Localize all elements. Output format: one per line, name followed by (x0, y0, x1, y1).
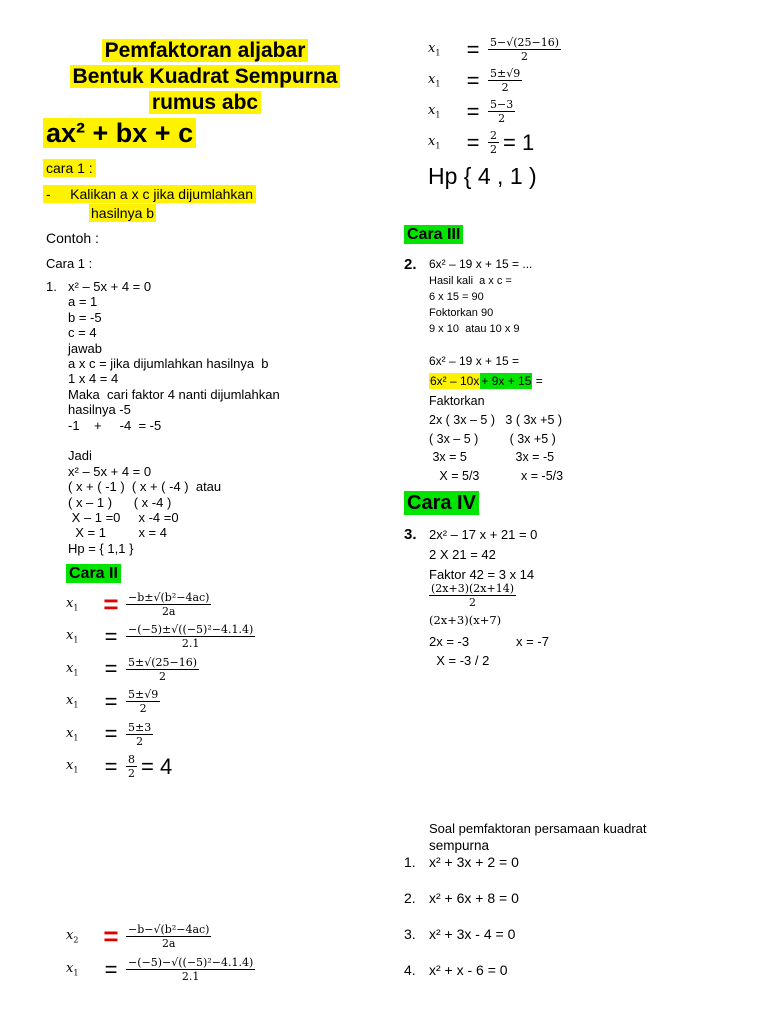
fraction-denominator: 2.1 (181, 970, 200, 983)
example-2-lines (429, 273, 520, 337)
cara2-label: Cara II (66, 564, 121, 583)
fraction-numerator: −b±√(b²−4ac) (128, 590, 210, 604)
x-subscript: 1 (73, 733, 79, 743)
x-symbol: x (66, 961, 74, 977)
fraction-numerator: −(−5)±√((−5)²−4.1.4) (128, 623, 254, 637)
cara1-heading (43, 160, 96, 176)
fraction-denominator: 2 (139, 702, 147, 716)
fraction-denominator: 2 (159, 669, 167, 683)
fraction-numerator: 5−√(25−16) (490, 36, 560, 49)
fraction-numerator: −(−5)−√((−5)²−4.1.4) (128, 956, 254, 969)
eq2-end: = (535, 374, 543, 388)
x-variable (66, 928, 96, 945)
cara2-formula-row (66, 653, 255, 686)
x-symbol: x (428, 41, 436, 57)
fraction (126, 623, 255, 650)
title-block (40, 38, 370, 116)
cara4-heading (404, 492, 479, 515)
soal-item (404, 962, 519, 998)
cara2-formula-row (66, 621, 255, 654)
bullet-line-1: Kalikan a x c jika dijumlahkan (70, 186, 253, 202)
x-symbol: x (66, 660, 74, 676)
cara4-label: Cara IV (404, 491, 479, 515)
x-variable (66, 693, 96, 710)
cara2-formula-row (66, 718, 255, 751)
example-1-line: c = 4 (68, 325, 97, 341)
soal-item-number: 1. (404, 854, 416, 870)
example-1-line: X – 1 =0 x -4 =0 (68, 510, 179, 526)
soal-item (404, 854, 519, 890)
right-formula-row (428, 34, 561, 65)
example-1-line: x² – 5x + 4 = 0 (68, 463, 152, 479)
x-symbol: x (66, 595, 74, 611)
x-subscript: 1 (73, 603, 79, 613)
x-variable (66, 758, 96, 775)
x-variable (66, 661, 96, 678)
equals-sign: = (104, 753, 118, 779)
fraction-denominator: 2a (161, 604, 176, 618)
fraction-numerator: 2 (490, 129, 497, 142)
eq2-yellow-part: 6x² – 10x (430, 374, 480, 388)
example-2-after-line: 3x = 5 3x = -5 (429, 450, 555, 465)
example-1-line: x² – 5x + 4 = 0 (68, 279, 152, 294)
equals-sign: = (466, 98, 480, 124)
result-value: = 1 (503, 129, 535, 155)
example-1-line: ( x – 1 ) ( x -4 ) (68, 494, 172, 510)
general-form: ax² + bx + c (43, 118, 196, 148)
example-2-after-line: ( 3x – 5 ) ( 3x +5 ) (429, 431, 556, 446)
equals-sign: = (104, 721, 118, 747)
x-subscript: 1 (435, 110, 441, 120)
cara2-heading (66, 565, 121, 583)
x-subscript: 1 (73, 701, 79, 711)
fraction-denominator: 2 (498, 112, 506, 125)
fraction (126, 656, 199, 683)
example-3-head: 2x² – 17 x + 21 = 0 (429, 527, 538, 542)
equals-sign: = (103, 588, 119, 619)
x-symbol: x (66, 725, 74, 741)
example-3-solution-1: 2x = -3 x = -7 (429, 634, 549, 649)
x-symbol: x (66, 628, 74, 644)
x-variable (428, 41, 458, 58)
example-1-line: Hp = { 1,1 } (68, 540, 134, 556)
soal-item-equation: x² + 3x - 4 = 0 (429, 926, 516, 942)
example-2-eq1: 6x² – 19 x + 15 = (429, 354, 520, 368)
x-symbol: x (66, 693, 74, 709)
example-2-line: Foktorkan 90 (429, 307, 494, 319)
fraction-denominator: 2 (136, 734, 144, 748)
cara2-formula-block (66, 588, 255, 783)
example-3-product: (2x+3)(x+7) (429, 613, 502, 627)
x-variable (66, 628, 96, 645)
example-2-line: 6 x 15 = 90 (429, 291, 484, 303)
example-1-block (68, 279, 280, 556)
title-line-2: Bentuk Kuadrat Sempurna (70, 65, 341, 88)
title-line-1: Pemfaktoran aljabar (102, 39, 309, 62)
soal-item-number: 4. (404, 962, 416, 978)
example-1-line: hasilnya -5 (68, 402, 131, 418)
example-1-line: X = 1 x = 4 (68, 525, 167, 541)
cara1-small-label: Cara 1 : (46, 256, 93, 271)
fraction-numerator: 8 (128, 753, 135, 767)
title-line-3: rumus abc (149, 91, 261, 114)
x-variable (66, 961, 96, 978)
equals-sign: = (103, 921, 119, 951)
fraction (488, 129, 499, 156)
example-3-line: 2 X 21 = 42 (429, 547, 496, 562)
fraction-numerator: 5±√9 (490, 67, 521, 80)
equals-sign: = (104, 688, 118, 714)
hp-result: Hp { 4 , 1 ) (428, 163, 537, 189)
cara2-formula-row (66, 686, 255, 719)
x2-formula-block (66, 920, 255, 986)
example-2-head: 6x² – 19 x + 15 = ... (429, 257, 533, 271)
x-variable (428, 72, 458, 89)
equals-sign: = (466, 36, 480, 62)
x-subscript: 1 (435, 79, 441, 89)
x-subscript: 1 (73, 766, 79, 776)
example-3-line: Faktor 42 = 3 x 14 (429, 567, 535, 582)
x2-formula-row (66, 920, 255, 953)
fraction-numerator: 5−3 (490, 98, 514, 111)
fraction-denominator: 2 (501, 81, 509, 94)
example-1-line: ( x + ( -1 ) ( x + ( -4 ) atau (68, 479, 222, 495)
example-1-line (68, 433, 280, 448)
ex3-frac-den: 2 (469, 596, 476, 609)
x-subscript: 1 (73, 668, 79, 678)
x-variable (66, 596, 96, 613)
example-1-line: Jadi (68, 448, 92, 464)
example-2-line: 9 x 10 atau 10 x 9 (429, 323, 520, 335)
example-2-after (429, 392, 563, 486)
fraction-denominator: 2.1 (181, 637, 200, 651)
example-1-line: Maka cari faktor 4 nanti dijumlahkan (68, 386, 280, 402)
x-subscript: 2 (73, 935, 79, 945)
cara3-heading (404, 226, 463, 244)
fraction (488, 98, 515, 125)
soal-list (404, 854, 519, 998)
general-form-heading (43, 118, 196, 149)
example-3-solution-2: X = -3 / 2 (429, 653, 490, 668)
fraction (488, 67, 522, 94)
fraction-numerator: 5±√(25−16) (128, 655, 198, 669)
cara2-formula-row (66, 751, 255, 784)
right-formula-row (428, 65, 561, 96)
example-2-after-line: X = 5/3 x = -5/3 (429, 469, 564, 484)
contoh-label: Contoh : (46, 230, 99, 246)
soal-item-equation: x² + 3x + 2 = 0 (429, 854, 519, 870)
x-symbol: x (428, 134, 436, 150)
equals-sign: = (104, 623, 118, 649)
soal-item-equation: x² + x - 6 = 0 (429, 962, 508, 978)
example-2-number: 2. (404, 256, 417, 273)
example-2-eq2 (429, 374, 543, 388)
soal-line-2: sempurna (429, 838, 490, 853)
x-variable (428, 134, 458, 151)
x-variable (428, 103, 458, 120)
fraction-denominator: 2 (128, 767, 135, 781)
x-symbol: x (66, 758, 74, 774)
soal-item (404, 890, 519, 926)
example-3-lines (429, 545, 534, 585)
ex3-frac-num: (2x+3)(2x+14) (431, 582, 514, 595)
fraction (488, 36, 561, 63)
example-2-line: Hasil kali a x c = (429, 275, 512, 287)
right-formula-block (428, 34, 561, 158)
result-value: = 4 (141, 753, 173, 779)
x-subscript: 1 (73, 636, 79, 646)
bullet-block (43, 186, 256, 221)
bullet-line-2: hasilnya b (91, 205, 155, 221)
cara2-formula-row (66, 588, 255, 621)
x-subscript: 1 (73, 968, 79, 978)
example-1-line: a x c = jika dijumlahkan hasilnya b (68, 356, 269, 372)
fraction-denominator: 2 (521, 50, 529, 63)
equals-sign: = (466, 67, 480, 93)
x-symbol: x (428, 72, 436, 88)
right-formula-row (428, 127, 561, 158)
example-1-line: 1 x 4 = 4 (68, 371, 119, 387)
soal-item-equation: x² + 6x + 8 = 0 (429, 890, 519, 906)
fraction (126, 721, 153, 748)
soal-item-number: 3. (404, 926, 416, 942)
fraction-numerator: 5±√9 (128, 688, 159, 702)
x-symbol: x (66, 928, 74, 944)
fraction-denominator: 2 (490, 143, 497, 156)
fraction (126, 591, 211, 618)
example-2-after-line: Faktorkan (429, 394, 485, 408)
x-subscript: 1 (435, 48, 441, 58)
fraction-denominator: 2a (161, 937, 176, 950)
example-1-line: -1 + -4 = -5 (68, 417, 162, 433)
fraction (126, 956, 255, 983)
x-symbol: x (428, 103, 436, 119)
example-2-after-line: 2x ( 3x – 5 ) 3 ( 3x +5 ) (429, 412, 563, 427)
example-1-line: jawab (68, 340, 102, 356)
soal-item-number: 2. (404, 890, 416, 906)
example-1-number: 1. (46, 279, 57, 294)
x-subscript: 1 (435, 141, 441, 151)
soal-line-1: Soal pemfaktoran persamaan kuadrat (429, 821, 647, 836)
fraction (126, 923, 211, 950)
equals-sign: = (466, 129, 480, 155)
right-formula-row (428, 96, 561, 127)
fraction-numerator: −b−√(b²−4ac) (128, 923, 210, 936)
equals-sign: = (104, 656, 118, 682)
example-3-fraction (429, 582, 516, 609)
example-3-number: 3. (404, 526, 417, 543)
eq2-green-part: + 9x + 15 (481, 374, 532, 388)
x-variable (66, 726, 96, 743)
example-1-line: b = -5 (68, 309, 102, 325)
fraction-numerator: 5±3 (128, 720, 152, 734)
cara3-label: Cara III (404, 225, 463, 244)
fraction (126, 688, 160, 715)
soal-item (404, 926, 519, 962)
x2-formula-row (66, 953, 255, 986)
bullet-marker: - (46, 186, 51, 202)
equals-sign: = (104, 956, 118, 982)
fraction (126, 753, 137, 780)
example-1-line: a = 1 (68, 294, 98, 310)
cara1-label: cara 1 : (43, 159, 96, 177)
